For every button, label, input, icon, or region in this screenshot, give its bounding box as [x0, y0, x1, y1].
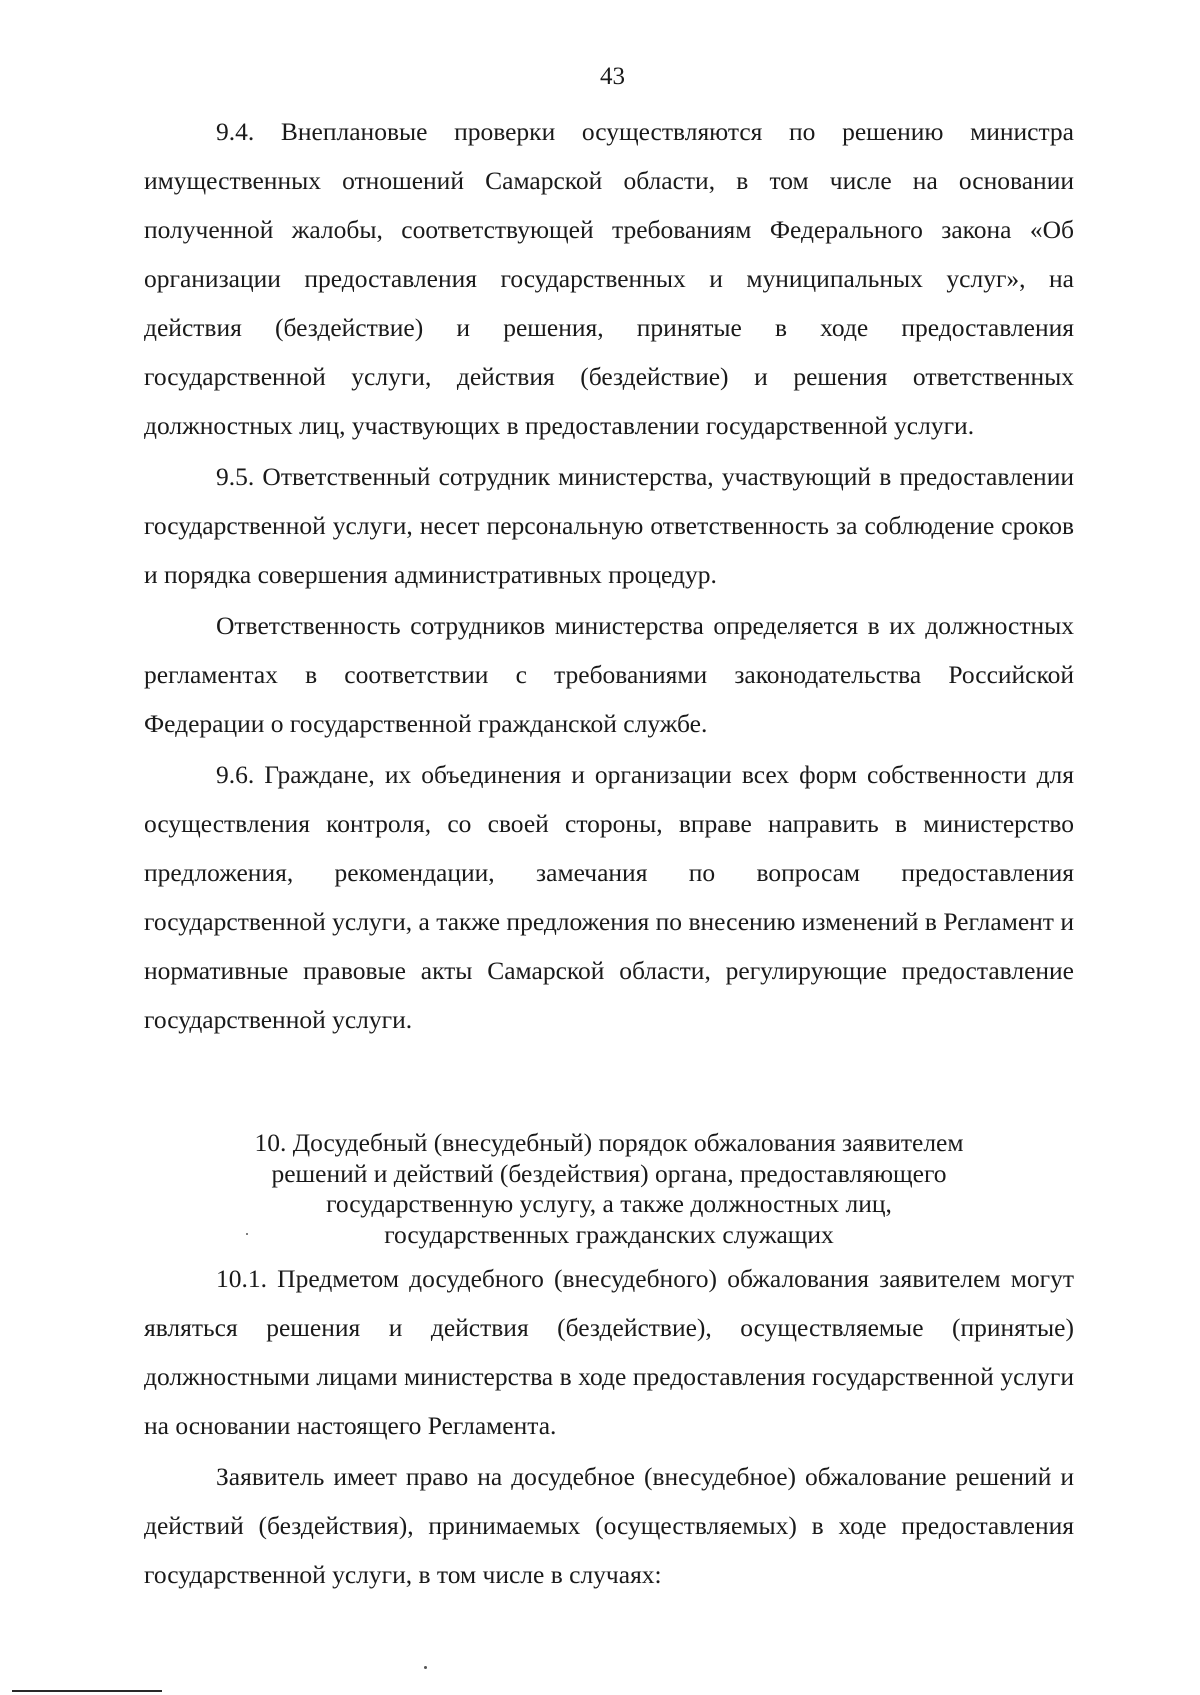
section-9-body	[144, 107, 1074, 1044]
paragraph-appeal-right: Заявитель имеет право на досудебное (внесудебное) обжалование решений и действий (бездействия), принимаемых (осуществляемых) в ходе предоставления государственной услуги, в том числе в случаях:	[144, 1462, 1074, 1589]
paragraph-9-4: 9.4. Внеплановые проверки осуществляются по решению министра имущественных отношений Самарской области, в том числе на основании полученной жалобы, соответствующей требованиям Федерального закона «Об организации предоставления государственных и муниципальных услуг», на действия (бездействие) и решения, принятые в ходе предоставления государственной услуги, действия (бездействие) и решения ответственных должностных лиц, участвующих в предоставлении государственной услуги.	[144, 117, 1074, 440]
page-number: 43	[600, 63, 625, 90]
scan-speck	[246, 1233, 248, 1235]
heading-line-4: государственных гражданских служащих	[384, 1219, 834, 1249]
section-10-body	[144, 1254, 1074, 1599]
heading-line-1: 10. Досудебный (внесудебный) порядок обжалования заявителем	[254, 1128, 964, 1157]
section-10-heading	[144, 1128, 1074, 1250]
scan-speck	[424, 1666, 427, 1669]
paragraph-10-1: 10.1. Предметом досудебного (внесудебного) обжалования заявителем могут являться решения и действия (бездействие), осуществляемые (принятые) должностными лицами министерства в ходе предоставления государственной услуги на основании настоящего Регламента.	[144, 1264, 1074, 1440]
paragraph-responsibility: Ответственность сотрудников министерства определяется в их должностных регламентах в соответствии с требованиями законодательства Российской Федерации о государственной гражданской службе.	[144, 611, 1074, 738]
heading-line-2: решений и действий (бездействия) органа, предоставляющего	[271, 1158, 947, 1188]
heading-line-3: государственную услугу, а также должностных лиц,	[326, 1189, 892, 1218]
paragraph-9-6: 9.6. Граждане, их объединения и организации всех форм собственности для осуществления контроля, со своей стороны, вправе направить в министерство предложения, рекомендации, замечания по вопросам предоставления государственной услуги, а также предложения по внесению изменений в Регламент и нормативные правовые акты Самарской области, регулирующие предоставление государственной услуги.	[144, 760, 1074, 1034]
footer-rule	[12, 1690, 162, 1692]
paragraph-9-5: 9.5. Ответственный сотрудник министерства, участвующий в предоставлении государственной услуги, несет персональную ответственность за соблюдение сроков и порядка совершения административных процедур.	[144, 462, 1074, 589]
